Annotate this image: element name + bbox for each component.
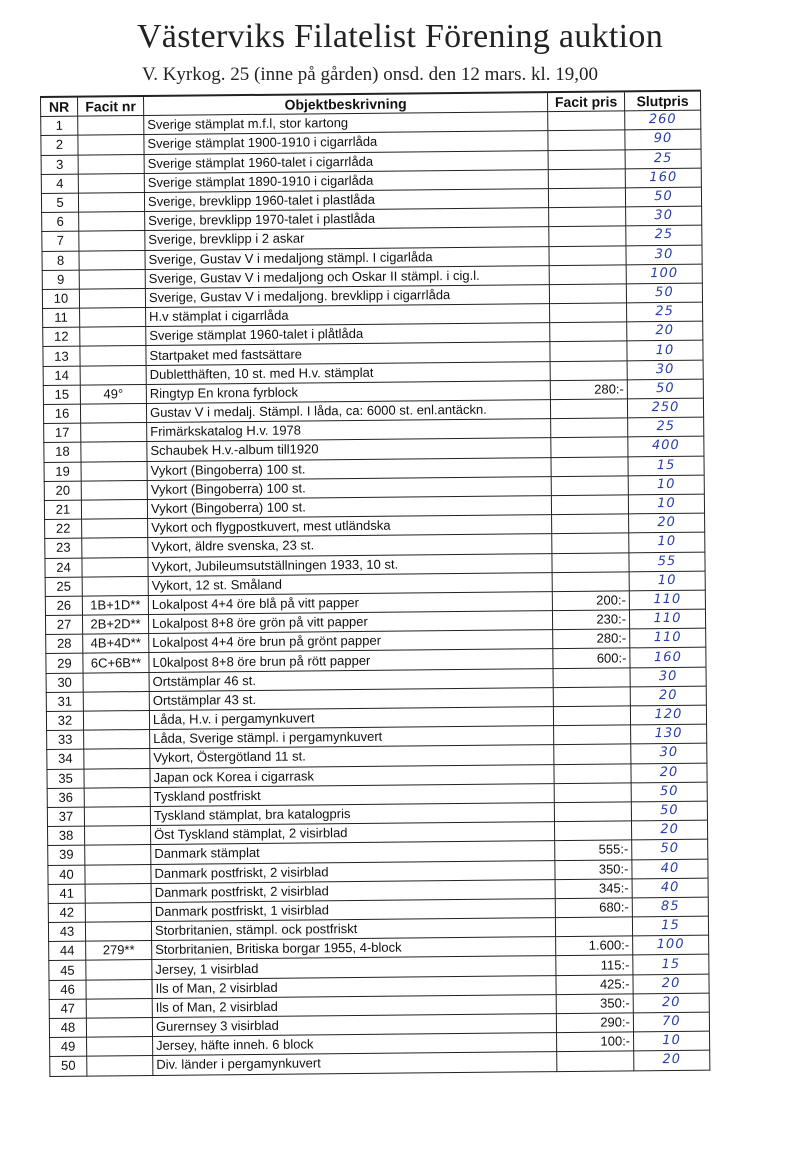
final-price-handwritten: 100 bbox=[633, 935, 709, 955]
lot-number: 46 bbox=[49, 980, 86, 1000]
facit-number bbox=[81, 480, 147, 500]
facit-number bbox=[84, 730, 150, 750]
facit-price bbox=[552, 552, 629, 572]
facit-number: 4B+4D** bbox=[83, 634, 149, 654]
object-description: Japan ock Korea i cigarrask bbox=[150, 764, 554, 787]
object-description: L0kalpost 8+8 öre brun på rött papper bbox=[149, 649, 553, 672]
lot-number: 49 bbox=[50, 1037, 87, 1057]
final-price-handwritten: 120 bbox=[630, 705, 706, 725]
facit-number bbox=[85, 845, 151, 865]
final-price-handwritten: 85 bbox=[632, 897, 708, 917]
object-description: Startpaket med fastsättare bbox=[146, 342, 550, 365]
facit-number: 6C+6B** bbox=[83, 653, 149, 673]
object-description: Ils of Man, 2 visirblad bbox=[152, 994, 556, 1017]
facit-number bbox=[80, 365, 146, 385]
final-price-handwritten: 50 bbox=[627, 379, 703, 399]
lot-number: 17 bbox=[44, 423, 81, 443]
final-price-handwritten: 130 bbox=[631, 724, 707, 744]
facit-price bbox=[550, 399, 627, 419]
facit-price bbox=[550, 361, 627, 381]
object-description: H.v stämplat i cigarrlåda bbox=[146, 304, 550, 327]
object-description: Lokalpost 8+8 öre grön på vitt papper bbox=[148, 611, 552, 634]
auction-table bbox=[40, 90, 710, 1077]
lot-number: 34 bbox=[47, 749, 84, 769]
object-description: Gustav V i medalj. Stämpl. I låda, ca: 6000 st. enl.antäckn. bbox=[146, 400, 550, 423]
facit-price bbox=[554, 725, 631, 745]
object-description: Vykort (Bingoberra) 100 st. bbox=[147, 476, 551, 499]
facit-price bbox=[552, 572, 629, 592]
lot-number: 9 bbox=[42, 270, 79, 290]
facit-number: 49° bbox=[80, 384, 146, 404]
facit-number bbox=[81, 499, 147, 519]
final-price-handwritten: 250 bbox=[627, 398, 703, 418]
facit-number bbox=[81, 423, 147, 443]
object-description: Sverige, brevklipp 1960-talet i plastlåda bbox=[144, 189, 548, 212]
final-price-handwritten: 10 bbox=[634, 1031, 710, 1051]
lot-number: 27 bbox=[45, 615, 82, 635]
lot-number: 2 bbox=[41, 136, 78, 156]
facit-number bbox=[84, 787, 150, 807]
facit-price: 115:- bbox=[556, 955, 633, 975]
object-description: Vykort och flygpostkuvert, mest utländska bbox=[148, 515, 552, 538]
facit-number: 279** bbox=[86, 941, 152, 961]
lot-number: 43 bbox=[48, 922, 85, 942]
final-price-handwritten: 100 bbox=[626, 264, 702, 284]
lot-number: 32 bbox=[46, 711, 83, 731]
facit-number bbox=[82, 538, 148, 558]
object-description: Lokalpost 4+4 öre blå på vitt papper bbox=[148, 591, 552, 614]
auction-sheet bbox=[40, 90, 709, 1077]
facit-price bbox=[548, 169, 625, 189]
final-price-handwritten: 10 bbox=[628, 475, 704, 495]
final-price-handwritten: 20 bbox=[631, 820, 707, 840]
facit-number bbox=[85, 883, 151, 903]
column-header-facit-nr: Facit nr bbox=[78, 96, 144, 116]
object-description: Danmark postfriskt, 2 visirblad bbox=[151, 860, 555, 883]
lot-number: 7 bbox=[42, 231, 79, 251]
final-price-handwritten: 55 bbox=[629, 552, 705, 572]
lot-number: 42 bbox=[48, 903, 85, 923]
final-price-handwritten: 30 bbox=[626, 206, 702, 226]
facit-price bbox=[557, 1051, 634, 1071]
facit-price bbox=[549, 265, 626, 285]
final-price-handwritten: 20 bbox=[631, 763, 707, 783]
facit-price bbox=[553, 667, 630, 687]
lot-number: 5 bbox=[41, 193, 78, 213]
object-description: Sverige stämplat 1890-1910 i cigarlåda bbox=[144, 169, 548, 192]
final-price-handwritten: 50 bbox=[625, 187, 701, 207]
final-price-handwritten: 110 bbox=[629, 590, 705, 610]
lot-number: 37 bbox=[47, 807, 84, 827]
lot-number: 24 bbox=[45, 558, 82, 578]
object-description: Sverige stämplat 1960-talet i plåtlåda bbox=[146, 323, 550, 346]
final-price-handwritten: 160 bbox=[625, 168, 701, 188]
facit-price: 350:- bbox=[556, 994, 633, 1014]
lot-number: 18 bbox=[44, 442, 81, 462]
facit-number bbox=[79, 250, 145, 270]
lot-number: 10 bbox=[42, 289, 79, 309]
object-description: Sverige, Gustav V i medaljong och Oskar II stämpl. i cig.l. bbox=[145, 265, 549, 288]
lot-number: 1 bbox=[41, 116, 78, 136]
facit-price bbox=[551, 437, 628, 457]
facit-price bbox=[548, 188, 625, 208]
lot-number: 20 bbox=[44, 481, 81, 501]
final-price-handwritten: 50 bbox=[631, 782, 707, 802]
facit-price bbox=[550, 341, 627, 361]
facit-number bbox=[85, 826, 151, 846]
lot-number: 6 bbox=[42, 212, 79, 232]
facit-price bbox=[549, 207, 626, 227]
facit-price bbox=[554, 821, 631, 841]
lot-number: 45 bbox=[49, 961, 86, 981]
facit-price bbox=[554, 783, 631, 803]
lot-number: 14 bbox=[43, 366, 80, 386]
page-title: Västerviks Filatelist Förening auktion bbox=[136, 18, 664, 55]
object-description: Ortstämplar 46 st. bbox=[149, 668, 553, 691]
object-description: Låda, Sverige stämpl. i pergamynkuvert bbox=[150, 726, 554, 749]
facit-number bbox=[80, 308, 146, 328]
facit-number bbox=[85, 864, 151, 884]
facit-price: 425:- bbox=[556, 974, 633, 994]
final-price-handwritten: 90 bbox=[625, 130, 701, 150]
lot-number: 48 bbox=[49, 1018, 86, 1038]
lot-number: 35 bbox=[47, 769, 84, 789]
facit-number bbox=[79, 212, 145, 232]
facit-number bbox=[87, 1037, 153, 1057]
object-description: Ortstämplar 43 st. bbox=[149, 687, 553, 710]
facit-price bbox=[555, 917, 632, 937]
lot-number: 25 bbox=[45, 577, 82, 597]
facit-price bbox=[550, 303, 627, 323]
facit-number bbox=[80, 327, 146, 347]
final-price-handwritten: 10 bbox=[627, 341, 703, 361]
final-price-handwritten: 20 bbox=[629, 513, 705, 533]
object-description: Schaubek H.v.-album till1920 bbox=[147, 438, 551, 461]
final-price-handwritten: 10 bbox=[628, 494, 704, 514]
facit-number bbox=[83, 691, 149, 711]
facit-number bbox=[87, 1056, 153, 1076]
lot-number: 12 bbox=[43, 327, 80, 347]
facit-number bbox=[80, 346, 146, 366]
facit-number bbox=[82, 557, 148, 577]
lot-number: 47 bbox=[49, 999, 86, 1019]
facit-number bbox=[84, 806, 150, 826]
column-header-description: Objektbeskrivning bbox=[144, 92, 548, 116]
facit-price: 600:- bbox=[553, 648, 630, 668]
object-description: Tyskland postfriskt bbox=[150, 783, 554, 806]
final-price-handwritten: 20 bbox=[633, 993, 709, 1013]
facit-price bbox=[552, 514, 629, 534]
object-description: Danmark postfriskt, 2 visirblad bbox=[151, 879, 555, 902]
final-price-handwritten: 25 bbox=[626, 225, 702, 245]
object-description: Sverige, brevklipp 1970-talet i plastlåda bbox=[145, 208, 549, 231]
facit-price bbox=[553, 706, 630, 726]
lot-number: 26 bbox=[45, 596, 82, 616]
lot-number: 13 bbox=[43, 347, 80, 367]
facit-number bbox=[82, 519, 148, 539]
facit-price bbox=[554, 744, 631, 764]
final-price-handwritten: 50 bbox=[631, 801, 707, 821]
final-price-handwritten: 70 bbox=[633, 1012, 709, 1032]
object-description: Storbritanien, stämpl. ock postfriskt bbox=[151, 918, 555, 941]
object-description: Sverige stämplat 1960-talet i cigarrlåda bbox=[144, 150, 548, 173]
lot-number: 15 bbox=[43, 385, 80, 405]
final-price-handwritten: 20 bbox=[634, 1050, 710, 1070]
facit-price: 200:- bbox=[552, 591, 629, 611]
object-description: Vykort, 12 st. Småland bbox=[148, 572, 552, 595]
facit-number bbox=[86, 979, 152, 999]
final-price-handwritten: 10 bbox=[629, 532, 705, 552]
facit-price: 680:- bbox=[555, 898, 632, 918]
lot-number: 39 bbox=[48, 845, 85, 865]
object-description: Sverige, Gustav V i medaljong stämpl. I cigarlåda bbox=[145, 246, 549, 269]
facit-number: 1B+1D** bbox=[82, 595, 148, 615]
final-price-handwritten: 30 bbox=[631, 744, 707, 764]
object-description: Jersey, 1 visirblad bbox=[152, 956, 556, 979]
lot-number: 28 bbox=[46, 634, 83, 654]
facit-number bbox=[86, 998, 152, 1018]
facit-price: 555:- bbox=[555, 840, 632, 860]
facit-price bbox=[551, 476, 628, 496]
facit-price bbox=[554, 802, 631, 822]
lot-number: 19 bbox=[44, 462, 81, 482]
object-description: Låda, H.v. i pergamynkuvert bbox=[149, 707, 553, 730]
column-header-facit-pris: Facit pris bbox=[547, 91, 624, 111]
object-description: Lokalpost 4+4 öre brun på grönt papper bbox=[149, 630, 553, 653]
object-description: Tyskland stämplat, bra katalogpris bbox=[150, 803, 554, 826]
final-price-handwritten: 30 bbox=[626, 245, 702, 265]
final-price-handwritten: 10 bbox=[629, 571, 705, 591]
lot-number: 22 bbox=[45, 519, 82, 539]
facit-number bbox=[81, 461, 147, 481]
object-description: Sverige, Gustav V i medaljong. brevklipp i cigarrlåda bbox=[145, 284, 549, 307]
facit-number bbox=[84, 749, 150, 769]
lot-number: 36 bbox=[47, 788, 84, 808]
object-description: Ils of Man, 2 visirblad bbox=[152, 975, 556, 998]
lot-number: 8 bbox=[42, 251, 79, 271]
lot-number: 23 bbox=[45, 538, 82, 558]
lot-number: 11 bbox=[43, 308, 80, 328]
facit-price: 100:- bbox=[557, 1032, 634, 1052]
final-price-handwritten: 30 bbox=[630, 667, 706, 687]
facit-price bbox=[551, 418, 628, 438]
lot-number: 50 bbox=[50, 1056, 87, 1076]
column-header-nr: NR bbox=[41, 97, 78, 117]
facit-number bbox=[86, 960, 152, 980]
facit-price: 345:- bbox=[555, 879, 632, 899]
final-price-handwritten: 50 bbox=[632, 839, 708, 859]
final-price-handwritten: 110 bbox=[630, 628, 706, 648]
lot-number: 30 bbox=[46, 673, 83, 693]
object-description: Storbritanien, Britiska borgar 1955, 4-block bbox=[152, 937, 556, 960]
facit-price: 280:- bbox=[550, 380, 627, 400]
final-price-handwritten: 50 bbox=[626, 283, 702, 303]
object-description: Vykort, Jubileumsutställningen 1933, 10 st. bbox=[148, 553, 552, 576]
object-description: Vykort, Östergötland 11 st. bbox=[150, 745, 554, 768]
final-price-handwritten: 30 bbox=[627, 360, 703, 380]
facit-price: 230:- bbox=[552, 610, 629, 630]
final-price-handwritten: 40 bbox=[632, 878, 708, 898]
facit-number bbox=[80, 403, 146, 423]
final-price-handwritten: 15 bbox=[632, 916, 708, 936]
facit-number bbox=[78, 116, 144, 136]
facit-price bbox=[548, 111, 625, 131]
facit-number bbox=[85, 922, 151, 942]
object-description: Sverige stämplat 1900-1910 i cigarrlåda bbox=[144, 131, 548, 154]
facit-price: 350:- bbox=[555, 859, 632, 879]
object-description: Vykort (Bingoberra) 100 st. bbox=[147, 457, 551, 480]
final-price-handwritten: 15 bbox=[633, 955, 709, 975]
page-subtitle: V. Kyrkog. 25 (inne på gården) onsd. den 12 mars. kl. 19,00 bbox=[141, 64, 599, 85]
table-body bbox=[41, 110, 710, 1076]
facit-price: 280:- bbox=[553, 629, 630, 649]
lot-number: 38 bbox=[48, 826, 85, 846]
final-price-handwritten: 20 bbox=[633, 974, 709, 994]
object-description: Sverige stämplat m.f.l, stor kartong bbox=[144, 112, 548, 135]
facit-number bbox=[83, 710, 149, 730]
final-price-handwritten: 110 bbox=[629, 609, 705, 629]
object-description: Vykort (Bingoberra) 100 st. bbox=[147, 496, 551, 519]
facit-number bbox=[83, 672, 149, 692]
lot-number: 31 bbox=[46, 692, 83, 712]
final-price-handwritten: 20 bbox=[630, 686, 706, 706]
lot-number: 44 bbox=[49, 941, 86, 961]
object-description: Ringtyp En krona fyrblock bbox=[146, 380, 550, 403]
object-description: Öst Tyskland stämplat, 2 visirblad bbox=[151, 822, 555, 845]
facit-price bbox=[548, 149, 625, 169]
facit-number bbox=[78, 192, 144, 212]
facit-price bbox=[549, 226, 626, 246]
lot-number: 40 bbox=[48, 865, 85, 885]
facit-price bbox=[554, 763, 631, 783]
facit-number: 2B+2D** bbox=[82, 615, 148, 635]
object-description: Jersey, häfte inneh. 6 block bbox=[153, 1033, 557, 1056]
object-description: Danmark postfriskt, 1 visirblad bbox=[151, 898, 555, 921]
final-price-handwritten: 40 bbox=[632, 859, 708, 879]
object-description: Vykort, äldre svenska, 23 st. bbox=[148, 534, 552, 557]
facit-number bbox=[81, 442, 147, 462]
facit-number bbox=[79, 269, 145, 289]
facit-price: 1.600:- bbox=[556, 936, 633, 956]
object-description: Dubletthäften, 10 st. med H.v. stämplat bbox=[146, 361, 550, 384]
object-description: Sverige, brevklipp i 2 askar bbox=[145, 227, 549, 250]
facit-number bbox=[82, 576, 148, 596]
lot-number: 29 bbox=[46, 654, 83, 674]
object-description: Div. länder i pergamynkuvert bbox=[153, 1052, 557, 1075]
facit-price: 290:- bbox=[556, 1013, 633, 1033]
final-price-handwritten: 400 bbox=[628, 437, 704, 457]
facit-number bbox=[78, 135, 144, 155]
lot-number: 4 bbox=[41, 174, 78, 194]
lot-number: 21 bbox=[44, 500, 81, 520]
facit-number bbox=[78, 154, 144, 174]
facit-price bbox=[551, 495, 628, 515]
facit-number bbox=[79, 231, 145, 251]
facit-price bbox=[550, 322, 627, 342]
final-price-handwritten: 20 bbox=[627, 321, 703, 341]
lot-number: 3 bbox=[41, 155, 78, 175]
final-price-handwritten: 160 bbox=[630, 648, 706, 668]
final-price-handwritten: 15 bbox=[628, 456, 704, 476]
facit-number bbox=[85, 902, 151, 922]
final-price-handwritten: 25 bbox=[628, 417, 704, 437]
facit-number bbox=[79, 288, 145, 308]
facit-price bbox=[549, 245, 626, 265]
facit-price bbox=[548, 130, 625, 150]
facit-price bbox=[552, 533, 629, 553]
facit-number bbox=[86, 1017, 152, 1037]
object-description: Danmark stämplat bbox=[151, 841, 555, 864]
facit-price bbox=[551, 456, 628, 476]
final-price-handwritten: 260 bbox=[625, 110, 701, 130]
object-description: Gurernsey 3 visirblad bbox=[152, 1014, 556, 1037]
lot-number: 16 bbox=[43, 404, 80, 424]
lot-number: 41 bbox=[48, 884, 85, 904]
object-description: Frimärkskatalog H.v. 1978 bbox=[147, 419, 551, 442]
final-price-handwritten: 25 bbox=[627, 302, 703, 322]
facit-number bbox=[84, 768, 150, 788]
lot-number: 33 bbox=[47, 730, 84, 750]
facit-number bbox=[78, 173, 144, 193]
facit-price bbox=[549, 284, 626, 304]
final-price-handwritten: 25 bbox=[625, 149, 701, 169]
facit-price bbox=[553, 687, 630, 707]
column-header-slutpris: Slutpris bbox=[624, 91, 700, 111]
